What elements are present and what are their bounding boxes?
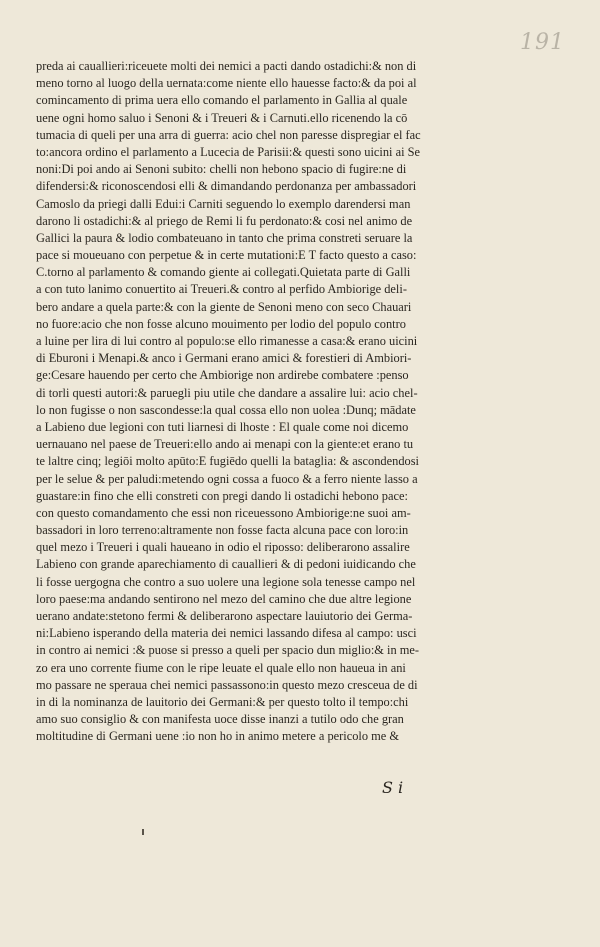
text-line: bassadori in loro terreno:altramente non fosse facta alcuna pace con loro:in [36,523,409,538]
text-line: uernauano nel paese de Treueri:ello ando ai menapi con la giente:et erano tu [36,437,414,452]
text-line: con questo comandamento che essi non riceuessono Ambiorige:ne suoi am- [36,505,411,520]
text-line: comincamento di prima uera ello comando el parlamento in Gallia al quale [36,93,408,108]
text-line: Camoslo da priegi dalli Edui:i Carniti seguendo lo exemplo darendersi man [36,196,411,211]
text-line: li fosse uergogna che contro a suo uolere una legione sola tenesse campo nel [36,574,416,589]
text-line: in contro ai nemici :& puose si presso a queli per spacio dun miglio:& in me- [36,643,420,658]
text-line: a Labieno due legioni con tuti liarnesi di lhoste : El quale come noi dicemo [36,419,409,434]
text-line: meno torno al luogo della uernata:come niente ello hauesse facto:& da poi al [36,76,417,91]
text-line: zo era uno corrente fiume con le ripe leuate el quale ello non haueua in ani [36,660,406,675]
text-line: moltitudine di Germani uene :io non ho in animo metere a pericolo me & [36,729,400,744]
text-line: per le selue & per paludi:metendo ogni cossa a fuoco & a ferro niente lasso a [36,471,418,486]
text-line: darono li ostadichi:& al priego de Remi li fu perdonato:& cosi nel animo de [36,213,413,228]
text-line: C.torno al parlamento & comando giente ai collegati.Quietata parte di Galli [36,265,411,280]
text-line: quel mezo i Treueri i quali haueano in odio el riposso: deliberarono assalire [36,540,410,555]
text-line: noni:Di poi ando ai Senoni subito: chelli non hebono spacio di fugire:ne di [36,162,407,177]
text-line: di torli questi autori:& paruegli piu utile che dandare a assalire lui: acio chel- [36,385,418,400]
text-line: loro paese:ma andando sentirono nel mezo del camino che due altre legione [36,591,412,606]
text-line: uerano andate:stetono fermi & deliberarono aspectare lauiutorio dei Germa- [36,609,413,623]
text-line: tumacia di queli per una arra di guerra: acio chel non paresse dispregiar el fac [36,127,421,142]
text-line: lo non fugisse o non sascondesse:la qual cossa ello non uolea :Dunq; mādate [36,402,416,417]
text-line: no fuore:acio che non fosse alcuno mouimento per lodio del populo contro [36,316,406,331]
signature-mark: S i [382,778,404,797]
text-line: di Eburoni i Menapi.& anco i Germani erano amici & forestieri di Ambiori- [36,351,412,366]
text-line: mo passare ne speraua chei nemici passassono:in questo mezo cresceua de di [36,677,418,692]
text-line: bero andare a quela parte:& con la giente de Senoni meno con seco Chauari [36,299,412,314]
text-line: difendersi:& riconoscendosi elli & dimandando perdonanza per ambassadori [36,179,417,194]
text-line: te laltre cinq; legiōi molto apūto:E fugiēdo quelli la bataglia: & ascondendosi [36,454,419,469]
ink-mark [142,829,144,835]
text-line: ni:Labieno isperando della materia dei nemici lassando difesa al campo: usci [36,626,417,641]
text-line: amo suo consiglio & con manifesta uoce disse inanzi a tutilo odo che gran [36,712,404,727]
text-line: to:ancora ordino el parlamento a Lucecia de Parisii:& questi sono uicini ai Se [36,144,420,159]
text-block [36,58,476,746]
folio-number: 191 [520,30,565,55]
text-line: preda ai cauallieri:riceuete molti dei nemici a pacti dando ostadichi:& non di [36,59,417,73]
text-line: Gallici la paura & lodio combateuano in tanto che prima constreti seruare la [36,230,413,245]
text-line: a luine per lira di lui contro al populo:se ello rimanesse a casa:& erano uicini [36,334,418,348]
text-line: pace si moueuano con perpetue & in certe mutationi:E T facto questo a caso: [36,248,417,263]
text-line: guastare:in fino che elli constreti con pregi dando li ostadichi hebono pace: [36,488,408,503]
text-line: uene ogni homo saluo i Senoni & i Treueri & i Carnuti.ello ricenendo la cō [36,110,408,125]
text-line: in di la nominanza de lauitorio dei Germani:& per questo tolto il tempo:chi [36,694,409,709]
text-line: a con tuto lanimo conuertito ai Treueri.& contro al perfido Ambiorige deli- [36,282,407,297]
text-line: Labieno con grande aparechiamento di cauallieri & di pedoni iuidicando che [36,557,416,572]
text-line: ge:Cesare hauendo per certo che Ambiorige non ardirebe combatere :penso [36,368,409,383]
